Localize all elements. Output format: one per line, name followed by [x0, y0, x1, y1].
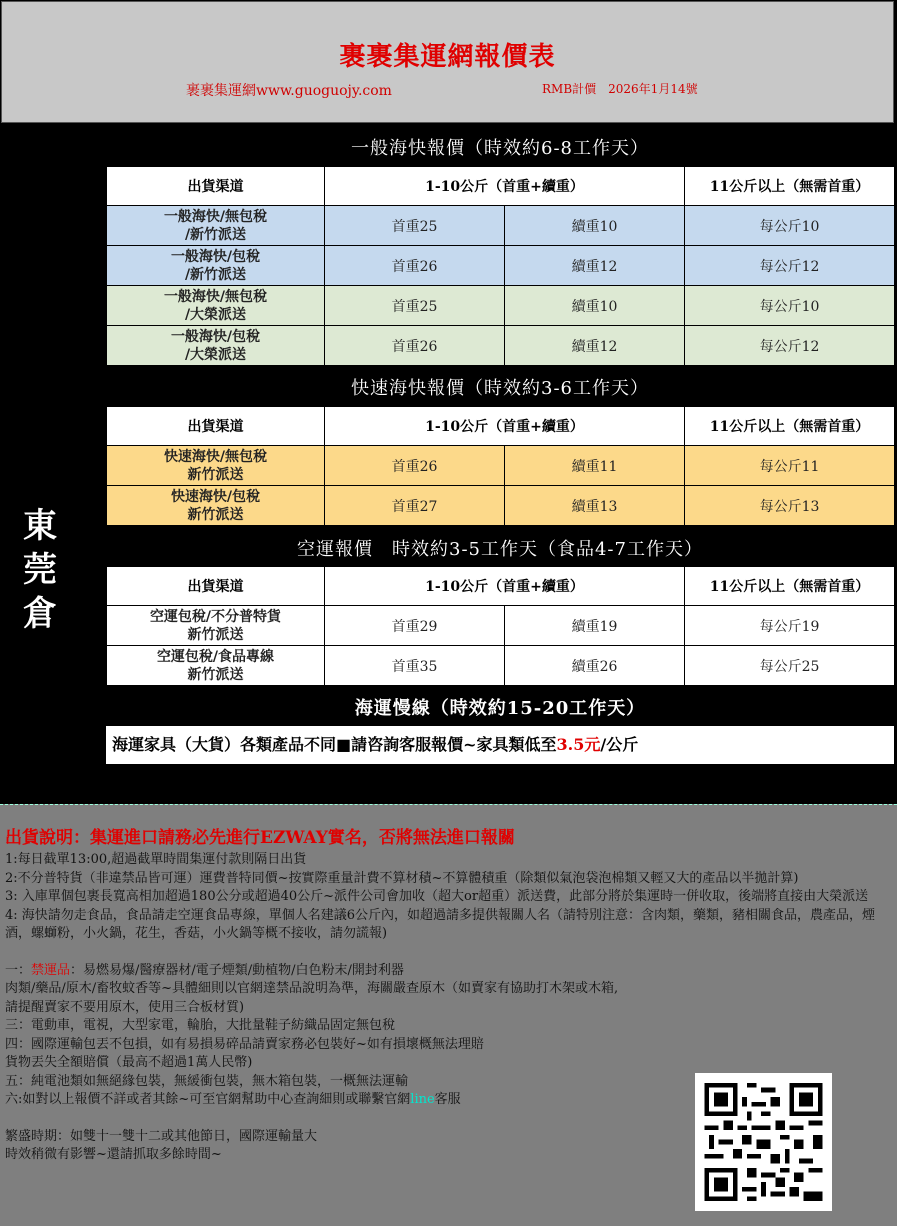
page-title: 裹裹集運網報價表 — [339, 42, 556, 72]
qr-code-icon[interactable] — [695, 1073, 832, 1211]
line-link[interactable]: line — [410, 1092, 435, 1107]
note-item: 六:如對以上報價不詳或者其餘~可至官網幫助中心查詢細則或聯繫官網line客服 — [5, 1092, 461, 1107]
warehouse-label: 東 莞 倉 — [23, 506, 57, 634]
site-url[interactable]: 裹裹集運網www.guoguojy.com — [186, 83, 392, 99]
section-title-fast-sea: 快速海快報價（時效約3-6工作天） — [351, 378, 649, 399]
table-row: 空運包稅/食品專線 新竹派送 首重35 續重26 每公斤25 — [107, 646, 895, 686]
note-item: 四：國際運輸包丟不包損，如有易損易碎品請賣家務必包裝好~如有損壞概無法理賠 — [5, 1036, 484, 1052]
table-row: 空運包稅/不分普特貨 新竹派送 首重29 續重19 每公斤19 — [107, 606, 895, 646]
note-item: 三：電動車，電視，大型家電，輪胎，大批量鞋子紡織品固定無包稅 — [5, 1018, 396, 1033]
section-title-sea-slow: 海運慢線（時效約15-20工作天） — [354, 698, 646, 719]
section-title-air: 空運報價 時效約3-5工作天（食品4-7工作天） — [297, 539, 703, 560]
note-item: 肉類/藥品/原木/畜牧蚊香等~具體細則以官網達禁品說明為準，海關嚴查原木（如賣家有協助打木架或木箱, — [5, 981, 619, 996]
currency-date: RMB計價 2026年1月14號 — [542, 82, 698, 96]
table-row: 一般海快/無包稅 /新竹派送 首重25 續重10 每公斤10 — [107, 206, 895, 246]
banned-line: 一：禁運品：易燃易爆/醫療器材/電子煙類/動植物/白色粉末/開封利器 — [5, 962, 404, 978]
sea-slow-unit: /公斤 — [600, 735, 639, 754]
table-normal-sea — [106, 166, 895, 366]
note-item: 1:每日截單13:00,超過截單時間集運付款則隔日出貨 — [5, 852, 307, 867]
table-row: 一般海快/包稅 /大榮派送 首重26 續重12 每公斤12 — [107, 326, 895, 366]
table-fast-sea — [106, 406, 895, 526]
header-banner — [1, 1, 894, 123]
note-item: 2:不分普特貨（非違禁品皆可運）運費普特同價~按實際重量計費不算材積~不算體積重（除類似氣泡袋泡棉類又輕又大的產品以半拋計算) — [5, 870, 799, 886]
sea-slow-box — [106, 726, 894, 764]
section-title-normal-sea: 一般海快報價（時效約6-8工作天） — [351, 138, 649, 159]
note-item: 貨物丟失全額賠償（最高不超過1萬人民幣) — [5, 1055, 253, 1070]
notes-title: 出貨說明：集運進口請務必先進行EZWAY實名，否將無法進口報關 — [5, 828, 515, 848]
note-item: 時效稍微有影響~還請抓取多餘時間~ — [5, 1147, 222, 1162]
table-header-row: 出貨渠道 1-10公斤（首重+續重） 11公斤以上（無需首重） — [107, 407, 895, 446]
banned-label: 禁運品 — [31, 962, 71, 978]
warehouse-column — [0, 124, 106, 804]
table-row: 快速海快/無包稅 新竹派送 首重26 續重11 每公斤11 — [107, 446, 895, 486]
table-row: 一般海快/包稅 /新竹派送 首重26 續重12 每公斤12 — [107, 246, 895, 286]
sea-slow-price: 3.5元 — [556, 735, 601, 754]
sea-slow-text: 海運家具（大貨）各類產品不同■請咨詢客服報價~家具類低至 — [112, 735, 557, 754]
table-row: 一般海快/無包稅 /大榮派送 首重25 續重10 每公斤10 — [107, 286, 895, 326]
note-item: 4: 海快請勿走食品，食品請走空運食品專線，單個人名建議6公斤內，如超過請多提供報關人名（請特別注意：含肉類，藥類，豬相關食品，農產品，煙酒，螺螄粉，小火鍋，花生，香菇，小火鍋等概不接收，請勿謊報) — [5, 907, 876, 941]
table-air — [106, 566, 895, 686]
table-header-row: 出貨渠道 1-10公斤（首重+續重） 11公斤以上（無需首重） — [107, 167, 895, 206]
shipping-notes — [0, 804, 897, 1226]
note-item: 五：純電池類如無絕緣包裝，無緩衝包裝，無木箱包裝，一概無法運輸 — [5, 1073, 409, 1089]
table-row: 快速海快/包稅 新竹派送 首重27 續重13 每公斤13 — [107, 486, 895, 526]
note-item: 繁盛時期：如雙十一雙十二或其他節日，國際運輸量大 — [5, 1128, 318, 1144]
note-item: 3: 入庫單個包裹長寬高相加超過180公分或超過40公斤~派件公司會加收（超大or超重）派送費，此部分將於集運時一併收取，後端將直接由大榮派送 — [5, 889, 869, 904]
table-header-row: 出貨渠道 1-10公斤（首重+續重） 11公斤以上（無需首重） — [107, 567, 895, 606]
note-item: 請提醒賣家不要用原木，使用三合板材質) — [5, 999, 245, 1015]
